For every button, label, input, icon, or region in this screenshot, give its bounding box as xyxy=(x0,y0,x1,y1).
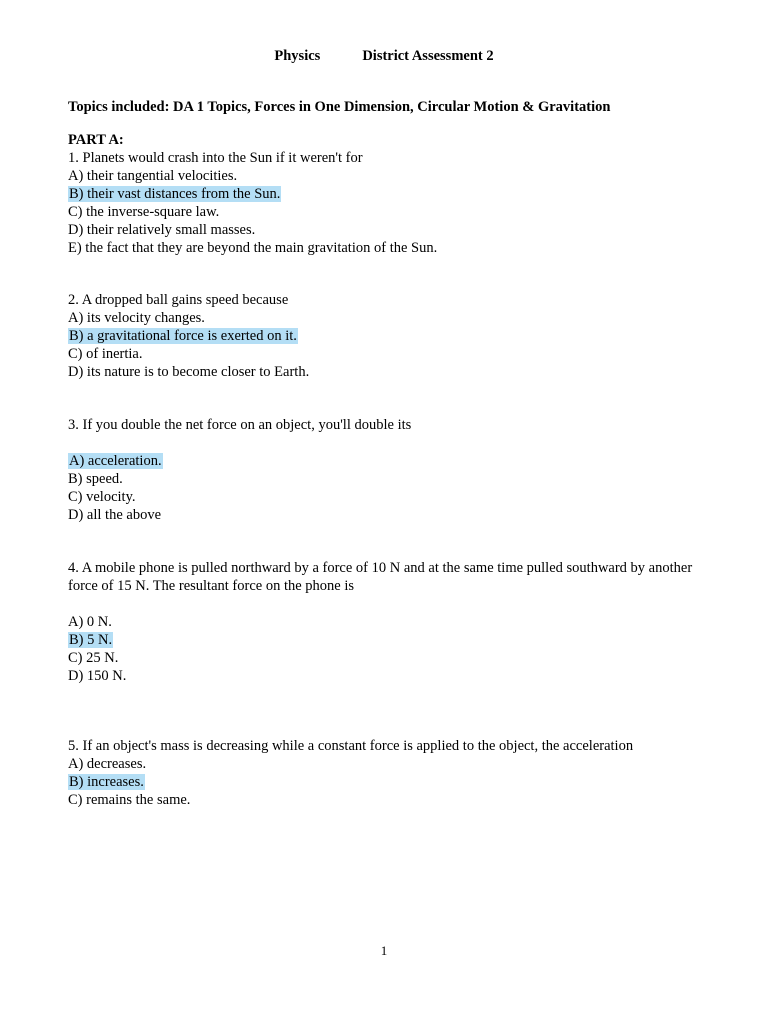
question-2-option-c: C) of inertia. xyxy=(68,346,143,362)
question-4-option-c: C) 25 N. xyxy=(68,650,119,666)
question-2-option-a: A) its velocity changes. xyxy=(68,310,205,326)
question-4-option-b xyxy=(68,631,708,649)
document-header xyxy=(0,48,768,65)
question-4-text: 4. A mobile phone is pulled northward by a force of 10 N and at the same time pulled southward by another force of 15 N. The resultant force on the phone is xyxy=(68,560,693,594)
question-3 xyxy=(68,416,708,524)
topics-text: Topics included: DA 1 Topics, Forces in One Dimension, Circular Motion & Gravitation xyxy=(68,99,611,115)
question-5-option-a: A) decreases. xyxy=(68,756,147,772)
question-1 xyxy=(68,131,708,257)
question-4-option-d: D) 150 N. xyxy=(68,668,127,684)
question-1-option-c: C) the inverse-square law. xyxy=(68,204,220,220)
answer-highlight: B) a gravitational force is exerted on it. xyxy=(69,328,297,344)
question-4 xyxy=(68,559,708,685)
subject-label: Physics xyxy=(274,48,321,64)
question-5-text: 5. If an object's mass is decreasing while a constant force is applied to the object, the acceleration xyxy=(68,738,634,754)
question-2 xyxy=(68,291,708,381)
question-2-option-b xyxy=(68,327,708,345)
question-2-text: 2. A dropped ball gains speed because xyxy=(68,292,289,308)
question-1-option-d: D) their relatively small masses. xyxy=(68,222,256,238)
question-4-option-a: A) 0 N. xyxy=(68,614,112,630)
question-3-text: 3. If you double the net force on an object, you'll double its xyxy=(68,417,412,433)
question-1-option-e: E) the fact that they are beyond the main gravitation of the Sun. xyxy=(68,240,438,256)
question-3-option-d: D) all the above xyxy=(68,507,162,523)
question-2-option-d: D) its nature is to become closer to Earth. xyxy=(68,364,310,380)
question-3-option-b: B) speed. xyxy=(68,471,123,487)
answer-highlight: B) 5 N. xyxy=(69,632,113,648)
question-3-option-c: C) velocity. xyxy=(68,489,136,505)
answer-highlight: B) their vast distances from the Sun. xyxy=(69,186,281,202)
topics-line xyxy=(68,98,708,116)
assessment-title: District Assessment 2 xyxy=(362,48,494,64)
page-number: 1 xyxy=(380,943,388,958)
answer-highlight: B) increases. xyxy=(69,774,144,790)
question-1-option-b xyxy=(68,185,708,203)
question-3-option-a xyxy=(68,452,708,470)
question-5-option-b xyxy=(68,773,708,791)
part-label: PART A: xyxy=(68,132,124,148)
question-1-text: 1. Planets would crash into the Sun if it weren't for xyxy=(68,150,363,166)
question-1-option-a: A) their tangential velocities. xyxy=(68,168,238,184)
question-5 xyxy=(68,737,708,809)
question-5-option-c: C) remains the same. xyxy=(68,792,191,808)
answer-highlight: A) acceleration. xyxy=(69,453,162,469)
